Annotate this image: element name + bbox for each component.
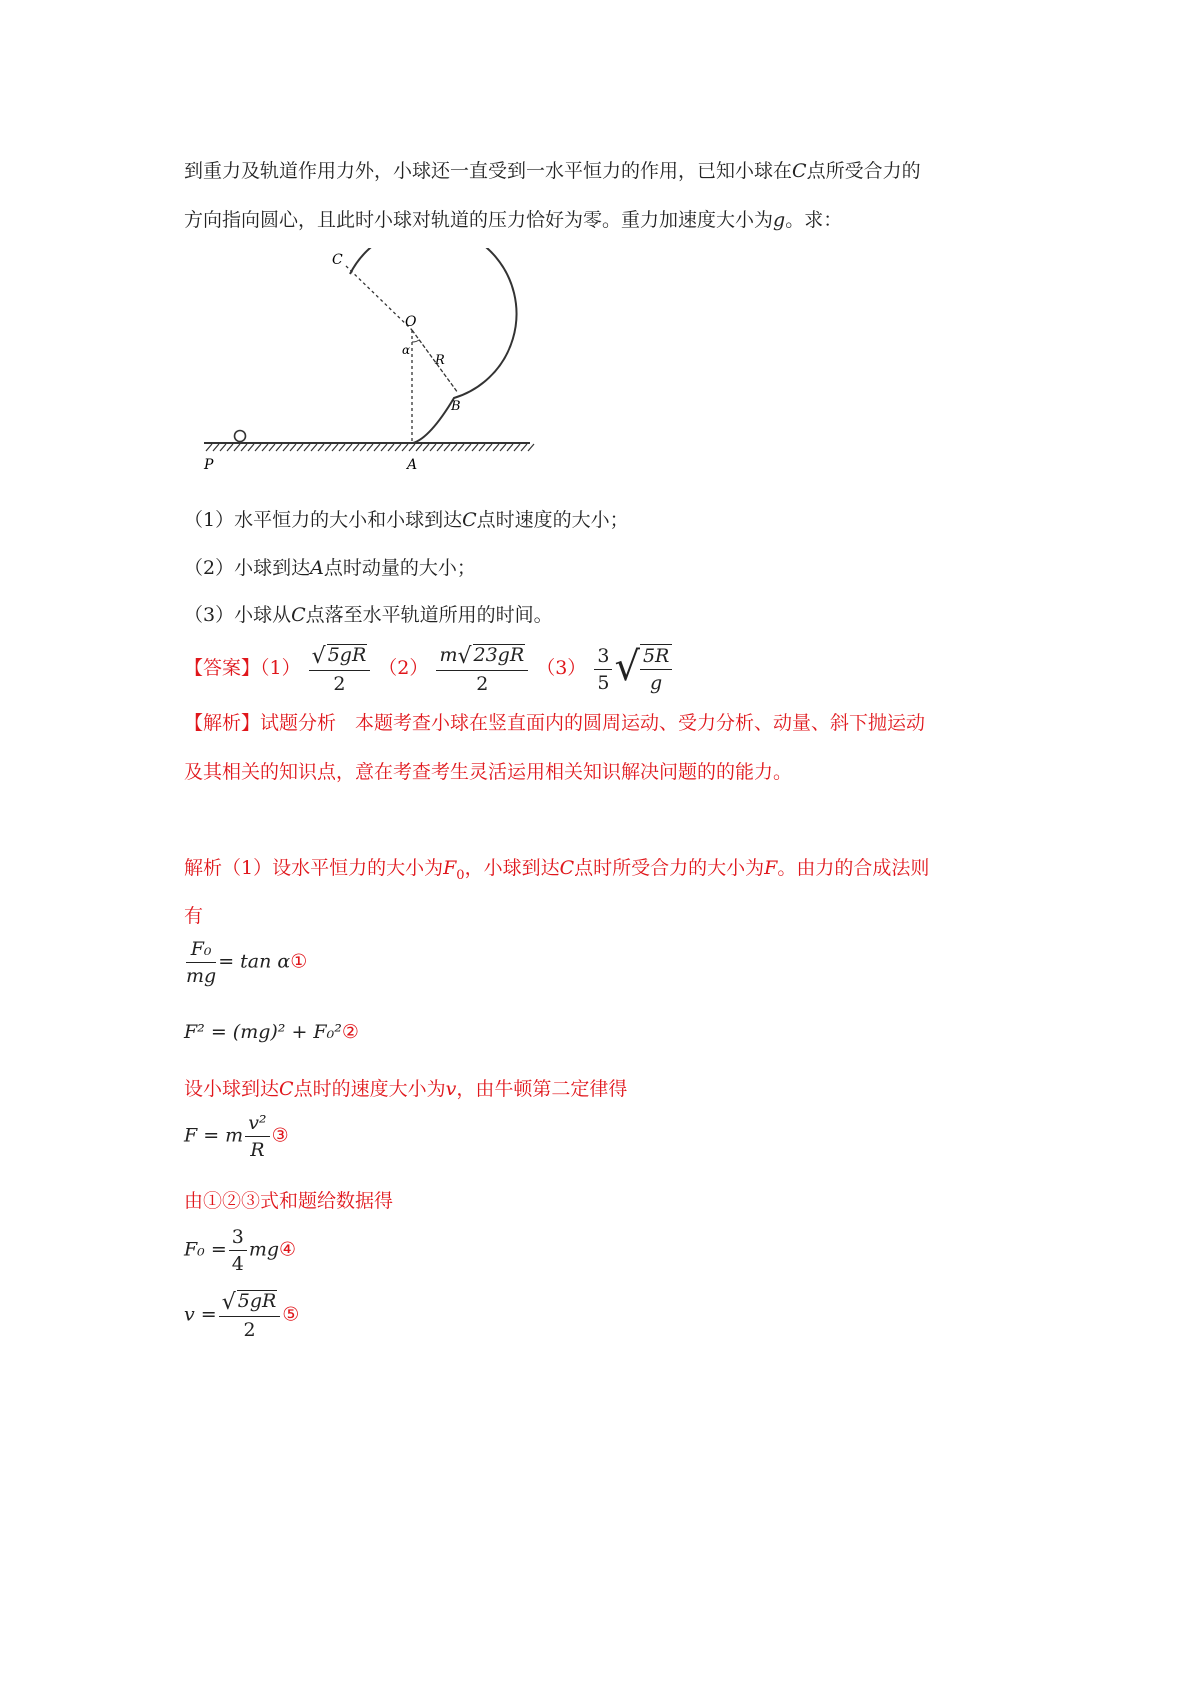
problem-line-1 (184, 156, 921, 186)
question-text: 点时速度的大小； (476, 509, 629, 531)
eq3-numerator: v² (245, 1112, 269, 1137)
hatch-mark (514, 444, 520, 451)
combine-line (184, 1186, 393, 1216)
velocity-symbol: v (445, 1078, 457, 1100)
analysis-tag: 【解析】 (184, 712, 261, 734)
question-text: 点落至水平轨道所用的时间。 (305, 604, 553, 626)
solution-text: 有 (184, 905, 204, 927)
hatch-mark (318, 444, 324, 451)
equation-2 (184, 1021, 359, 1043)
track-diagram (198, 248, 538, 484)
hatch-mark (353, 444, 359, 451)
hatch-mark (528, 444, 534, 451)
label-c: C (332, 252, 343, 268)
solution-text: 点时的速度大小为 (293, 1078, 446, 1100)
speed-intro (184, 1074, 627, 1104)
hatch-mark (388, 444, 394, 451)
answer-part-2: （2） (378, 657, 429, 679)
eq4-denominator: 4 (231, 1253, 244, 1275)
ball-icon (235, 431, 246, 442)
hatch-mark (486, 444, 492, 451)
hatch-mark (276, 444, 282, 451)
eq3-lhs: F = m (184, 1124, 244, 1147)
solution-text: ，小球到达 (464, 857, 560, 879)
hatch-mark (423, 444, 429, 451)
hatch-mark (206, 444, 212, 451)
hatch-mark (332, 444, 338, 451)
solution-text: 由①②③式和题给数据得 (184, 1190, 394, 1212)
hatch-mark (346, 444, 352, 451)
hatch-mark (269, 444, 275, 451)
hatch-mark (311, 444, 317, 451)
hatch-mark (241, 444, 247, 451)
hatch-mark (444, 444, 450, 451)
answer-1-fraction: $\frac{√ 5gR}{2}$ (309, 644, 371, 695)
point-label: C (279, 1078, 294, 1100)
hatch-mark (507, 444, 513, 451)
question-text: （2）小球到达 (184, 557, 311, 579)
answer-line (184, 640, 674, 700)
eq1-numerator: F₀ (186, 938, 216, 963)
label-a: A (407, 457, 418, 473)
hatch-mark (493, 444, 499, 451)
force-symbol: F (764, 857, 778, 879)
label-r: R (435, 353, 445, 368)
eq4-numerator: 3 (229, 1226, 247, 1251)
eq1-mark: ① (290, 950, 308, 973)
solution-text: 设小球到达 (184, 1078, 280, 1100)
question-3 (184, 600, 553, 630)
question-text: （3）小球从 (184, 604, 292, 626)
hatch-mark (430, 444, 436, 451)
eq1-denominator: mg (186, 965, 217, 987)
eq4-fraction (229, 1226, 247, 1275)
answer-1-radicand: 5gR (327, 643, 367, 666)
hatch-mark (297, 444, 303, 451)
hatch-mark (304, 444, 310, 451)
answer-2-denominator: 2 (476, 672, 489, 695)
eq5-radicand: 5gR (237, 1290, 277, 1312)
eq2-expression: F² = (mg)² + F₀² (184, 1021, 342, 1043)
answer-3-rad-den: g (650, 672, 663, 694)
answer-2-radicand: 23gR (473, 643, 525, 666)
gravity-symbol: g (773, 209, 786, 231)
eq3-fraction (245, 1112, 269, 1161)
eq1-rhs: = tan α (218, 950, 291, 973)
answer-3-coef-num: 3 (594, 645, 612, 670)
answer-1-denominator: 2 (333, 672, 346, 695)
answer-2-mass: m (439, 643, 458, 666)
hatch-mark (437, 444, 443, 451)
solution-intro-cont (184, 901, 203, 931)
hatch-mark (290, 444, 296, 451)
problem-text: 点所受合力的 (806, 160, 921, 182)
problem-text: 。求： (785, 209, 843, 231)
answer-3-coef-den: 5 (597, 671, 610, 694)
answer-3-rad-num: 5R (640, 645, 672, 670)
eq4-mark: ④ (279, 1238, 297, 1261)
analysis-text: 及其相关的知识点，意在考查考生灵活运用相关知识解决问题的的能力。 (184, 761, 793, 783)
equation-1 (184, 938, 307, 987)
eq5-fraction: $\frac{√ 5gR}{2}$ (219, 1290, 281, 1341)
hatch-mark (521, 444, 527, 451)
hatch-mark (248, 444, 254, 451)
label-alpha: α (402, 343, 411, 357)
hatch-mark (213, 444, 219, 451)
problem-text: 方向指向圆心，且此时小球对轨道的压力恰好为零。重力加速度大小为 (184, 209, 774, 231)
eq2-mark: ② (341, 1021, 359, 1043)
hatch-mark (255, 444, 261, 451)
solution-intro (184, 853, 929, 891)
ground-hatching (206, 444, 534, 451)
hatch-mark (283, 444, 289, 451)
hatch-mark (339, 444, 345, 451)
eq5-denominator: 2 (243, 1319, 256, 1341)
eq5-lhs: v = (184, 1303, 217, 1326)
answer-tag: 【答案】 (184, 657, 261, 679)
radius-oc-dashed (346, 266, 412, 330)
question-2 (184, 553, 476, 583)
hatch-mark (262, 444, 268, 451)
force-subscript: 0 (456, 867, 465, 883)
solution-text: 点时所受合力的大小为 (574, 857, 765, 879)
hatch-mark (360, 444, 366, 451)
hatch-mark (325, 444, 331, 451)
analysis-line-1 (184, 708, 925, 738)
hatch-mark (367, 444, 373, 451)
point-label: A (310, 557, 324, 579)
analysis-line-2 (184, 757, 792, 787)
label-p: P (204, 457, 214, 473)
hatch-mark (381, 444, 387, 451)
eq4-lhs: F₀ = (184, 1238, 227, 1261)
question-1 (184, 505, 629, 535)
eq3-denominator: R (250, 1139, 265, 1161)
equation-5 (184, 1290, 299, 1341)
answer-2-fraction: $\frac{m√ 23gR}{2}$ (436, 644, 528, 695)
equation-3 (184, 1112, 289, 1161)
hatch-mark (465, 444, 471, 451)
hatch-mark (458, 444, 464, 451)
solution-text: ，由牛顿第二定律得 (456, 1078, 628, 1100)
hatch-mark (374, 444, 380, 451)
force-symbol: F (443, 857, 457, 879)
question-text: （1）水平恒力的大小和小球到达 (184, 509, 463, 531)
answer-3-radicand (640, 644, 672, 694)
hatch-mark (416, 444, 422, 451)
answer-3-radical: √ (614, 644, 640, 690)
hatch-mark (402, 444, 408, 451)
solution-text: 。由力的合成法则 (777, 857, 930, 879)
analysis-text: 试题分析 本题考查小球在竖直面内的圆周运动、受力分析、动量、斜下抛运动 (260, 712, 926, 734)
point-label: C (291, 604, 306, 626)
problem-line-2 (184, 205, 842, 235)
equation-4 (184, 1226, 296, 1275)
label-o: O (405, 314, 417, 330)
problem-text: 到重力及轨道作用力外，小球还一直受到一水平恒力的作用，已知小球在 (184, 160, 793, 182)
answer-part-1: （1） (260, 657, 301, 679)
hatch-mark (227, 444, 233, 451)
point-label: C (559, 857, 575, 879)
eq1-fraction (186, 938, 216, 987)
circular-track (350, 248, 516, 443)
eq5-mark: ⑤ (282, 1303, 300, 1326)
solution-text: 解析（1）设水平恒力的大小为 (184, 857, 444, 879)
hatch-mark (234, 444, 240, 451)
label-b: B (451, 399, 461, 414)
hatch-mark (395, 444, 401, 451)
point-label: C (792, 160, 807, 182)
point-label: C (462, 509, 477, 531)
eq4-rhs: mg (248, 1238, 280, 1261)
hatch-mark (409, 444, 415, 451)
hatch-mark (500, 444, 506, 451)
hatch-mark (451, 444, 457, 451)
hatch-mark (479, 444, 485, 451)
hatch-mark (220, 444, 226, 451)
answer-part-3: （3） (536, 657, 587, 679)
answer-3-coef (594, 645, 612, 694)
hatch-mark (472, 444, 478, 451)
angle-arc (412, 340, 419, 342)
question-text: 点时动量的大小； (323, 557, 476, 579)
eq3-mark: ③ (271, 1124, 289, 1147)
